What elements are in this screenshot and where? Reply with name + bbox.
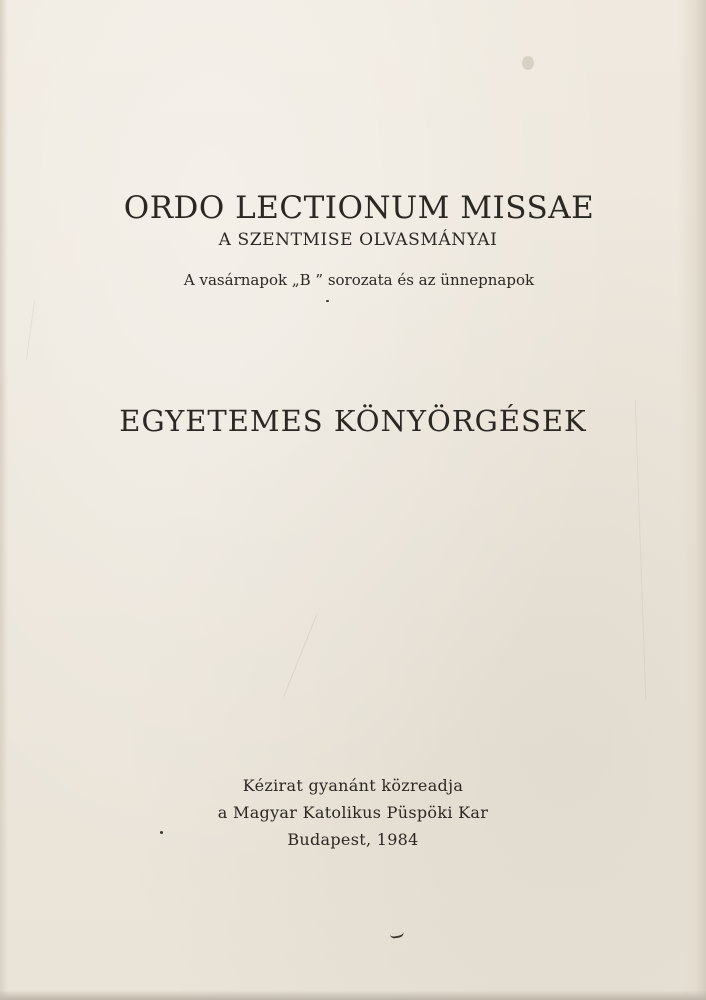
cover-right-edge xyxy=(678,0,706,1000)
main-title: ORDO LECTIONUM MISSAE xyxy=(123,190,595,226)
series-line: A vasárnapok „B ” sorozata és az ünnepnapok xyxy=(183,271,535,289)
imprint-line-3: Budapest, 1984 xyxy=(287,830,419,849)
cover-left-edge xyxy=(0,0,8,1000)
imprint-line-2: a Magyar Katolikus Püspöki Kar xyxy=(217,803,489,822)
ink-speck xyxy=(160,831,163,834)
paper-stain xyxy=(522,56,534,70)
ink-scratch xyxy=(390,932,405,939)
cover-bottom-edge xyxy=(0,990,706,1000)
subtitle: A SZENTMISE OLVASMÁNYAI xyxy=(218,230,498,250)
paper-crease xyxy=(26,300,35,360)
section-title: EGYETEMES KÖNYÖRGÉSEK xyxy=(119,404,587,438)
paper-crease xyxy=(635,400,646,700)
imprint-line-1: Kézirat gyanánt közreadja xyxy=(242,776,464,795)
paper-crease xyxy=(283,613,318,697)
ink-speck xyxy=(326,300,329,302)
